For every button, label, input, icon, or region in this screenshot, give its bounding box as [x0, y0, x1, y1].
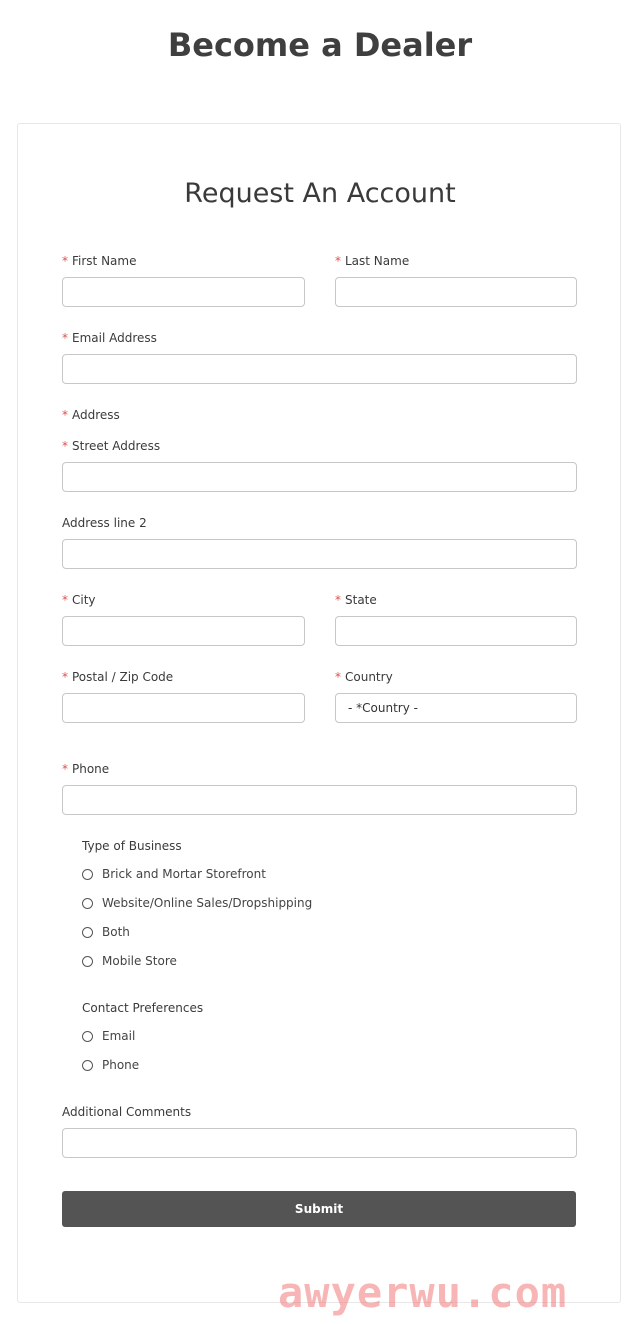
radio-button[interactable] [82, 956, 93, 967]
last-name-label: * Last Name [335, 254, 410, 268]
contact-preferences-label: Contact Preferences [82, 1001, 204, 1015]
required-marker: * [62, 331, 68, 345]
required-marker: * [62, 762, 68, 776]
postal-code-input[interactable] [62, 693, 305, 723]
country-label: * Country [335, 670, 393, 684]
radio-button[interactable] [82, 869, 93, 880]
required-marker: * [335, 254, 341, 268]
city-input[interactable] [62, 616, 305, 646]
address-section-label: * Address [62, 408, 120, 422]
business-type-option[interactable] [82, 866, 266, 882]
radio-label: Email [102, 1029, 136, 1043]
business-type-option[interactable] [82, 953, 177, 969]
radio-label: Both [102, 925, 130, 939]
contact-preference-option[interactable] [82, 1057, 139, 1073]
comments-input[interactable] [62, 1128, 577, 1158]
radio-label: Phone [102, 1058, 140, 1072]
required-marker: * [335, 670, 341, 684]
last-name-input[interactable] [335, 277, 577, 307]
phone-input[interactable] [62, 785, 577, 815]
contact-preference-option[interactable] [82, 1028, 135, 1044]
form-title: Request An Account [184, 178, 456, 209]
radio-button[interactable] [82, 1031, 93, 1042]
business-type-label: Type of Business [82, 839, 182, 853]
required-marker: * [62, 593, 68, 607]
postal-code-label: * Postal / Zip Code [62, 670, 174, 684]
street-address-label: * Street Address [62, 439, 161, 453]
radio-label: Mobile Store [102, 954, 177, 968]
radio-button[interactable] [82, 1060, 93, 1071]
comments-label: Additional Comments [62, 1105, 192, 1119]
required-marker: * [335, 593, 341, 607]
first-name-label: * First Name [62, 254, 137, 268]
address-line2-label: Address line 2 [62, 516, 147, 530]
radio-label: Website/Online Sales/Dropshipping [102, 896, 313, 910]
email-input[interactable] [62, 354, 577, 384]
email-label: * Email Address [62, 331, 157, 345]
required-marker: * [62, 408, 68, 422]
business-type-option[interactable] [82, 895, 312, 911]
radio-button[interactable] [82, 927, 93, 938]
page-title: Become a Dealer [167, 26, 473, 64]
required-marker: * [62, 254, 68, 268]
address-line2-input[interactable] [62, 539, 577, 569]
state-input[interactable] [335, 616, 577, 646]
street-address-input[interactable] [62, 462, 577, 492]
submit-button[interactable]: Submit [62, 1191, 576, 1227]
first-name-input[interactable] [62, 277, 305, 307]
phone-label: * Phone [62, 762, 110, 776]
radio-button[interactable] [82, 898, 93, 909]
watermark: awyerwu.com [278, 1268, 568, 1317]
city-label: * City [62, 593, 96, 607]
state-label: * State [335, 593, 377, 607]
radio-label: Brick and Mortar Storefront [102, 867, 266, 881]
country-select[interactable]: - *Country - [335, 693, 577, 723]
business-type-option[interactable] [82, 924, 130, 940]
required-marker: * [62, 670, 68, 684]
required-marker: * [62, 439, 68, 453]
